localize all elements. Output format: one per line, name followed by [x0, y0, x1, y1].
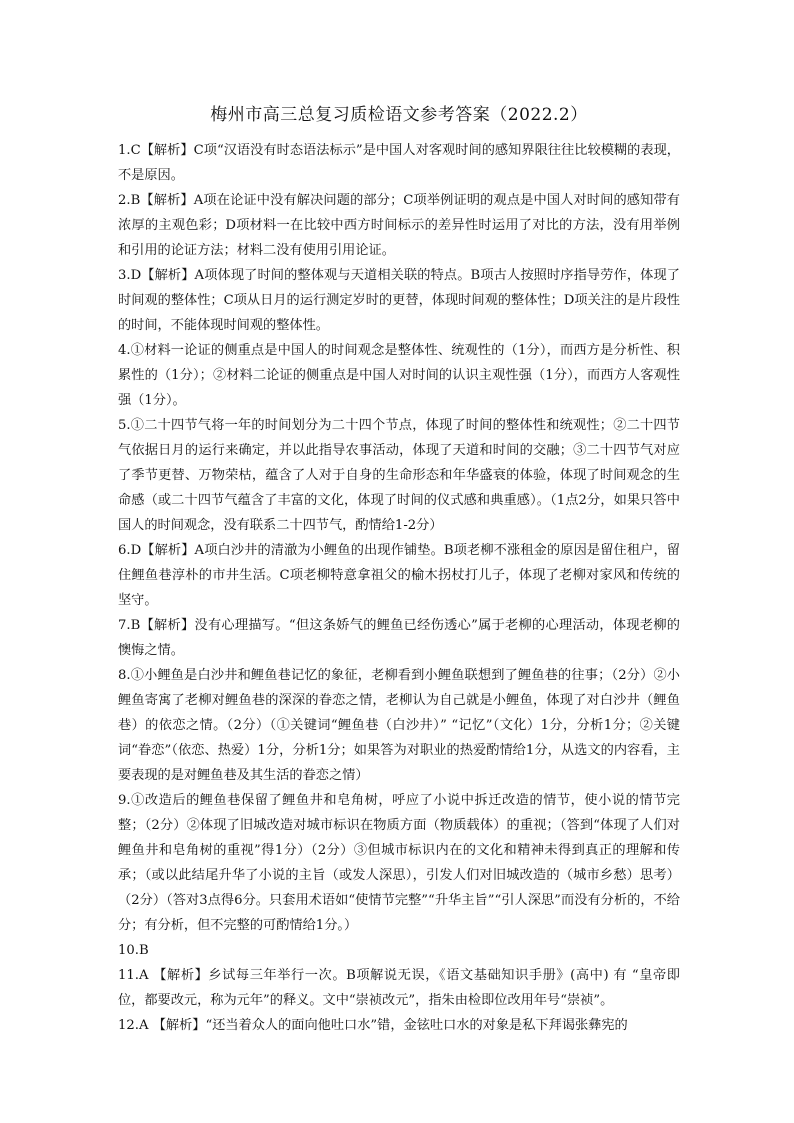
answer-item-12: 12.A 【解析】“还当着众人的面向他吐口水”错，金铉吐口水的对象是私下拜谒张彝宪的 [118, 1018, 628, 1033]
answer-item-2: 2.B【解析】A项在论证中没有解决问题的部分；C项举例证明的观点是中国人对时间的感知带有浓厚的主观色彩；D项材料一在比较中西方时间标示的差异性时运用了对比的方法，没有用举例和引用的论证方法；材料二没有使用引用论证。 [118, 193, 680, 258]
answer-item-4: 4.①材料一论证的侧重点是中国人的时间观念是整体性、统观性的（1分），而西方是分析性、积累性的（1分）；②材料二论证的侧重点是中国人对时间的认识主观性强（1分），而西方人客观性强（1分）。 [118, 343, 680, 408]
page-title: 梅州市高三总复习质检语文参考答案（2022.2） [210, 105, 588, 125]
answer-item-8: 8.①小鲤鱼是白沙井和鲤鱼巷记忆的象征，老柳看到小鲤鱼联想到了鲤鱼巷的往事；（2分）②小鲤鱼寄寓了老柳对鲤鱼巷的深深的眷恋之情，老柳认为自己就是小鲤鱼，体现了对白沙井（鲤鱼巷）的依恋之情。（2分）（①关键词“鲤鱼巷（白沙井）” “记忆”（文化）1分，分析1分；②关键词“眷恋”（依恋、热爱）1分，分析1分；如果答为对职业的热爱酌情给1分，从选文的内容看，主要表现的是对鲤鱼巷及其生活的眷恋之情） [118, 668, 680, 783]
answer-item-9: 9.①改造后的鲤鱼巷保留了鲤鱼井和皂角树，呼应了小说中拆迁改造的情节，使小说的情节完整；（2分）②体现了旧城改造对城市标识在物质方面（物质载体）的重视；（答到“体现了人们对鲤鱼井和皂角树的重视”得1分）（2分）③但城市标识内在的文化和精神未得到真正的理解和传承；（或以此结尾升华了小说的主旨（或发人深思），引发人们对旧城改造的（城市乡愁）思考）（2分）（答对3点得6分。只套用术语如“使情节完整”“升华主旨”“引人深思”而没有分析的，不给分；有分析，但不完整的可酌情给1分。） [118, 793, 680, 933]
answer-item-3: 3.D【解析】A项体现了时间的整体观与天道相关联的特点。B项古人按照时序指导劳作，体现了时间观的整体性；C项从日月的运行测定岁时的更替，体现时间观的整体性；D项关注的是片段性的时间，不能体现时间观的整体性。 [118, 268, 680, 333]
answer-item-10: 10.B [118, 943, 149, 958]
answer-item-11: 11.A 【解析】乡试每三年举行一次。B项解说无误，《语文基础知识手册》(高中) 有 “皇帝即位，都要改元，称为元年”的释义。文中“崇祯改元”，指朱由检即位改用年号“崇祯”。 [118, 968, 680, 1008]
answer-item-5: 5.①二十四节气将一年的时间划分为二十四个节点，体现了时间的整体性和统观性；②二十四节气依据日月的运行来确定，并以此指导农事活动，体现了天道和时间的交融；③二十四节气对应了季节更替、万物荣枯，蕴含了人对于自身的生命形态和年华盛衰的体验，体现了时间观念的生命感（或二十四节气蕴含了丰富的文化，体现了时间的仪式感和典重感）。（1点2分，如果只答中国人的时间观念，没有联系二十四节气，酌情给1-2分） [118, 418, 680, 533]
answer-item-7: 7.B【解析】没有心理描写。“但这条娇气的鲤鱼已经伤透心”属于老柳的心理活动，体现老柳的懊悔之情。 [118, 618, 680, 658]
answer-key-page [118, 100, 680, 1038]
answer-item-6: 6.D【解析】A项白沙井的清澈为小鲤鱼的出现作铺垫。B项老柳不涨租金的原因是留住租户，留住鲤鱼巷淳朴的市井生活。C项老柳特意拿祖父的榆木拐杖打儿子，体现了老柳对家风和传统的坚守。 [118, 543, 680, 608]
answer-item-1: 1.C【解析】C项“汉语没有时态语法标示”是中国人对客观时间的感知界限往往比较模糊的表现，不是原因。 [118, 143, 680, 183]
